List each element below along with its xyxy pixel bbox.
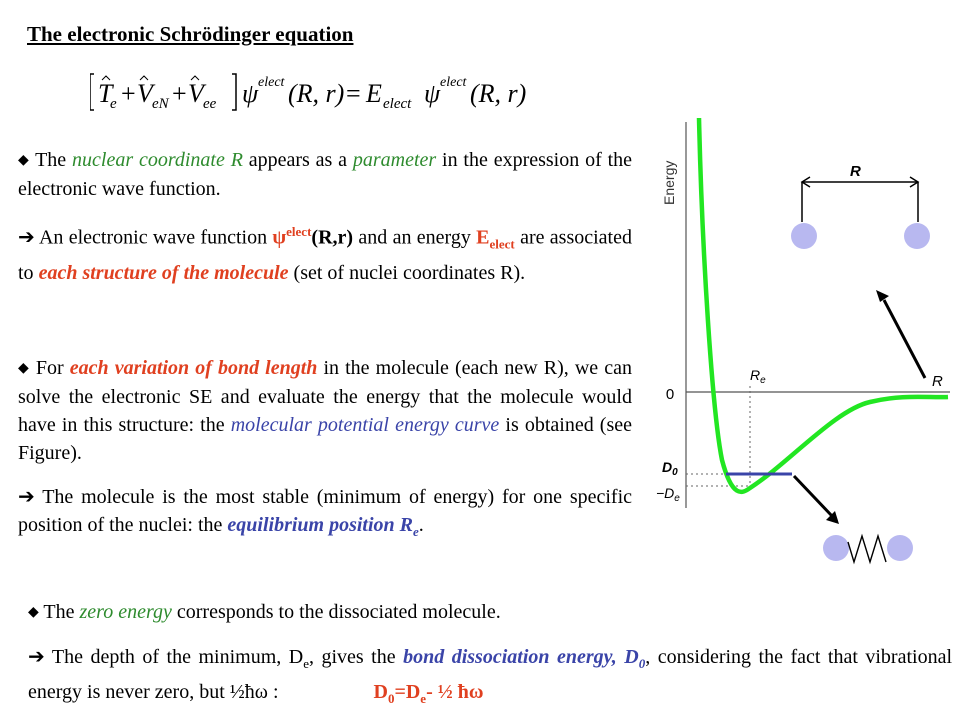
eq-t: T — [98, 79, 113, 108]
p1-nuclear-coordinate: nuclear coordinate R — [72, 149, 243, 171]
paragraph-equilibrium — [18, 482, 632, 546]
eq-v2-sub: ee — [203, 96, 217, 112]
eq-plus-1: + — [121, 79, 136, 108]
zero-label: 0 — [665, 386, 675, 403]
p4-text-a: The molecule is the most stable (minimum of energy) for one specific position of the nuclei: the — [18, 486, 633, 536]
p6-d0-sub: 0 — [638, 656, 646, 671]
arrow-to-dissociated — [884, 300, 925, 378]
eq-psi2-sup: elect — [440, 75, 467, 90]
paragraph-bond-length — [18, 354, 632, 467]
p1-text-a: The — [35, 149, 73, 171]
p3-text-e: is obtained (see Figure). — [18, 414, 632, 464]
eq-equals: = — [346, 79, 361, 108]
bullet-icon: ◆ — [18, 153, 30, 168]
paragraph-nuclear-coordinate — [18, 146, 632, 203]
p2-text-c: and an energy — [353, 226, 477, 249]
p3-text-c: in the molecule (each new R), we can solve the electronic SE and evaluate the energy that the molecule would have in this structure: the — [18, 357, 632, 436]
p5-text-a: The — [43, 601, 80, 623]
spring-icon — [848, 536, 886, 562]
p4-text-c: . — [418, 514, 424, 536]
eq-v-sub: eN — [152, 96, 169, 112]
p6-formula: $D_0=D_e-$ ½ ħω — [373, 681, 484, 706]
p1-parameter: parameter — [352, 149, 437, 171]
p1-text-e: in the expression of the electronic wave function. — [18, 149, 632, 200]
eq-e-sub: elect — [383, 96, 412, 112]
bullet-icon: ◆ — [18, 361, 30, 376]
p2-each-structure: each structure of the molecule — [38, 261, 289, 284]
atom-right — [904, 223, 930, 249]
r-axis-label: R — [932, 373, 943, 390]
eq-plus-2: + — [172, 79, 187, 108]
atom-left — [791, 223, 817, 249]
re-label: $R_e$ — [750, 367, 766, 386]
potential-energy-curve — [699, 118, 948, 492]
p2-energy: E — [476, 226, 490, 249]
paragraph-wave-function — [18, 218, 632, 287]
arrow-icon: ➔ — [28, 644, 45, 668]
p6-text-b: , gives the — [308, 646, 404, 668]
p5-zero-energy: zero energy — [79, 601, 172, 623]
p2-text-g: (set of nuclei coordinates R). — [288, 261, 526, 284]
paragraph-zero-energy — [28, 598, 948, 627]
p2-text-a: An electronic wave function — [38, 226, 273, 249]
d0-label: $D_0$ — [662, 459, 678, 478]
p5-text-c: corresponds to the dissociated molecule. — [171, 601, 501, 623]
p6-bond-dissociation: bond dissociation energy, D — [403, 646, 639, 668]
bullet-icon: ◆ — [28, 605, 39, 620]
atom-bonded-left — [823, 535, 849, 561]
r-distance-label: R — [850, 163, 861, 180]
p3-bond-length: each variation of bond length — [69, 357, 318, 379]
arrow-icon: ➔ — [18, 484, 35, 508]
eq-v2: V — [188, 79, 204, 108]
eq-psi: ψ — [242, 79, 259, 108]
p2-psi-sup: elect — [286, 224, 312, 239]
p6-text-d: , considering the fact that vibrational energy is never zero, but ½ħω : — [28, 646, 953, 703]
atom-bonded-right — [887, 535, 913, 561]
p6-text-a: The depth of the minimum, D — [51, 646, 304, 668]
eq-psi2: ψ — [424, 79, 441, 108]
schrodinger-equation — [90, 66, 530, 118]
eq-args2: (R, r) — [470, 79, 527, 108]
arrow-icon: ➔ — [18, 224, 35, 249]
page-title: The electronic Schrödinger equation — [27, 22, 354, 46]
p4-equilibrium-sub: e — [413, 524, 419, 539]
de-label: $-D_e$ — [656, 485, 680, 504]
potential-energy-figure — [640, 110, 960, 590]
p2-text-d: are associated to — [18, 226, 632, 284]
eq-e: E — [366, 79, 382, 108]
p2-energy-sub: elect — [489, 236, 515, 252]
p6-de-sub: e — [303, 656, 309, 671]
paragraph-dissociation-energy — [28, 642, 952, 713]
p3-potential-curve: molecular potential energy curve — [230, 414, 500, 436]
energy-axis-label: Energy — [661, 160, 677, 205]
p1-text-c: appears as a — [242, 149, 353, 171]
p2-psi: ψ — [272, 226, 287, 249]
eq-psi-sup: elect — [258, 75, 285, 90]
eq-v: V — [137, 79, 153, 108]
eq-t-sub: e — [110, 96, 117, 112]
p3-text-a: For — [35, 357, 70, 379]
p2-args: (R,r) — [311, 226, 354, 249]
p4-equilibrium-position: equilibrium position R — [227, 514, 414, 536]
arrowhead-icon — [876, 290, 889, 302]
eq-args: (R, r) — [288, 79, 345, 108]
arrow-to-bonded — [794, 476, 832, 516]
